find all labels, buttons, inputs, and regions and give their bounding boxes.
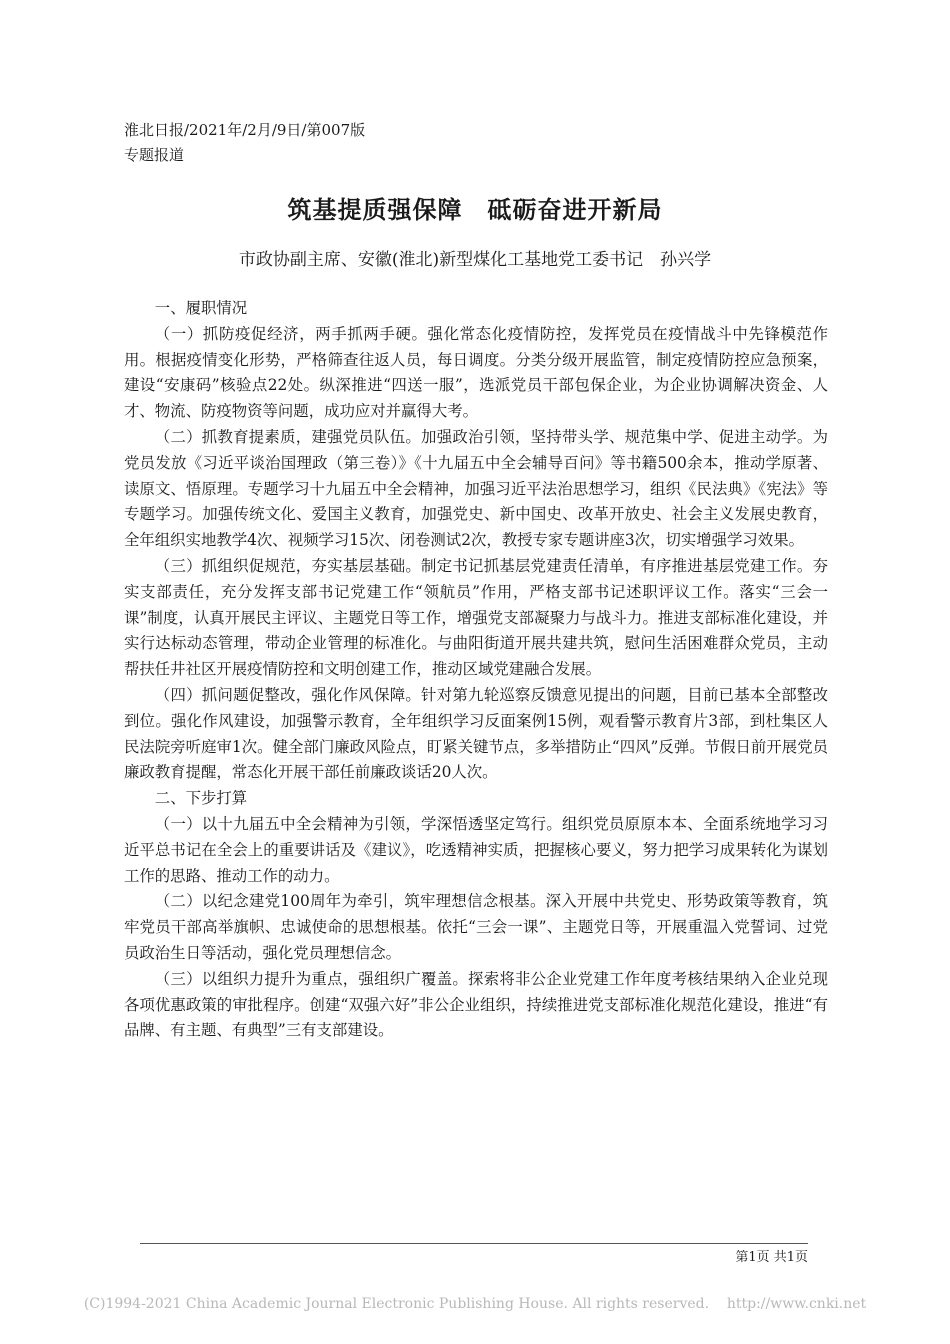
paragraph: （一）以十九届五中全会精神为引领，学深悟透坚定笃行。组织党员原原本本、全面系统地学习习近平总书记在全会上的重要讲话及《建议》，吃透精神实质，把握核心要义，努力把学习成果转化为谋划工作的思路、推动工作的动力。 [124, 814, 828, 885]
section-heading: 一、履职情况 [154, 299, 248, 317]
paragraph: （三）抓组织促规范，夯实基层基础。制定书记抓基层党建责任清单，有序推进基层党建工作。夯实支部责任，充分发挥支部书记党建工作“领航员”作用，严格支部书记述职评议工作。落实“三会一课”制度，认真开展民主评议、主题党日等工作，增强党支部凝聚力与战斗力。推进支部标准化建设，并实行达标动态管理，带动企业管理的标准化。与曲阳街道开展共建共筑，慰问生活困难群众党员，主动帮扶任井社区开展疫情防控和文明创建工作，推动区域党建融合发展。 [124, 556, 828, 679]
paragraph: （四）抓问题促整改，强化作风保障。针对第九轮巡察反馈意见提出的问题，目前已基本全部整改到位。强化作风建设，加强警示教育，全年组织学习反面案例15例，观看警示教育片3部，到杜集区人民法院旁听庭审1次。健全部门廉政风险点，盯紧关键节点，多举措防止“四风”反弹。节假日前开展党员廉政教育提醒，常态化开展干部任前廉政谈话20人次。 [124, 685, 828, 782]
author-line: 市政协副主席、安徽(淮北)新型煤化工基地党工委书记 孙兴学 [238, 250, 712, 270]
page-number: 第1页 共1页 [735, 1250, 808, 1265]
article-body [124, 296, 828, 1044]
paragraph: （一）抓防疫促经济，两手抓两手硬。强化常态化疫情防控，发挥党员在疫情战斗中先锋模范作用。根据疫情变化形势，严格筛查往返人员，每日调度。分类分级开展监管，制定疫情防控应急预案，建设“安康码”核验点22处。纵深推进“四送一服”，选派党员干部包保企业，为企业协调解决资金、人才、物流、防疫物资等问题，成功应对并赢得大考。 [124, 324, 828, 421]
footer-divider [140, 1243, 808, 1244]
copyright-notice: (C)1994-2021 China Academic Journal Electronic Publishing House. All rights reserved. http://www.cnki.net [83, 1296, 867, 1312]
paragraph: （二）以纪念建党100周年为牵引，筑牢理想信念根基。深入开展中共党史、形势政策等教育，筑牢党员干部高举旗帜、忠诚使命的思想根基。依托“三会一课”、主题党日等，开展重温入党誓词、过党员政治生日等活动，强化党员理想信念。 [124, 892, 828, 962]
paragraph: （二）抓教育提素质，建强党员队伍。加强政治引领，坚持带头学、规范集中学、促进主动学。为党员发放《习近平谈治国理政（第三卷）》《十九届五中全会辅导百问》等书籍500余本，推动学原著、读原文、悟原理。专题学习十九届五中全会精神，加强习近平法治思想学习，组织《民法典》《宪法》等专题学习。加强传统文化、爱国主义教育，加强党史、新中国史、改革开放史、社会主义发展史教育，全年组织实地教学4次、视频学习15次、闭卷测试2次，教授专家专题讲座3次，切实增强学习效果。 [124, 427, 828, 550]
article-title: 筑基提质强保障 砥砺奋进开新局 [287, 195, 663, 224]
section-heading: 二、下步打算 [154, 789, 248, 808]
article-header [124, 118, 365, 168]
source-line: 淮北日报/2021年/2月/9日/第007版 [124, 121, 366, 139]
column-label: 专题报道 [124, 146, 185, 164]
paragraph: （三）以组织力提升为重点，强组织广覆盖。探索将非公企业党建工作年度考核结果纳入企业兑现各项优惠政策的审批程序。创建“双强六好”非公企业组织，持续推进党支部标准化规范化建设，推进“有品牌、有主题、有典型”三有支部建设。 [124, 969, 828, 1040]
